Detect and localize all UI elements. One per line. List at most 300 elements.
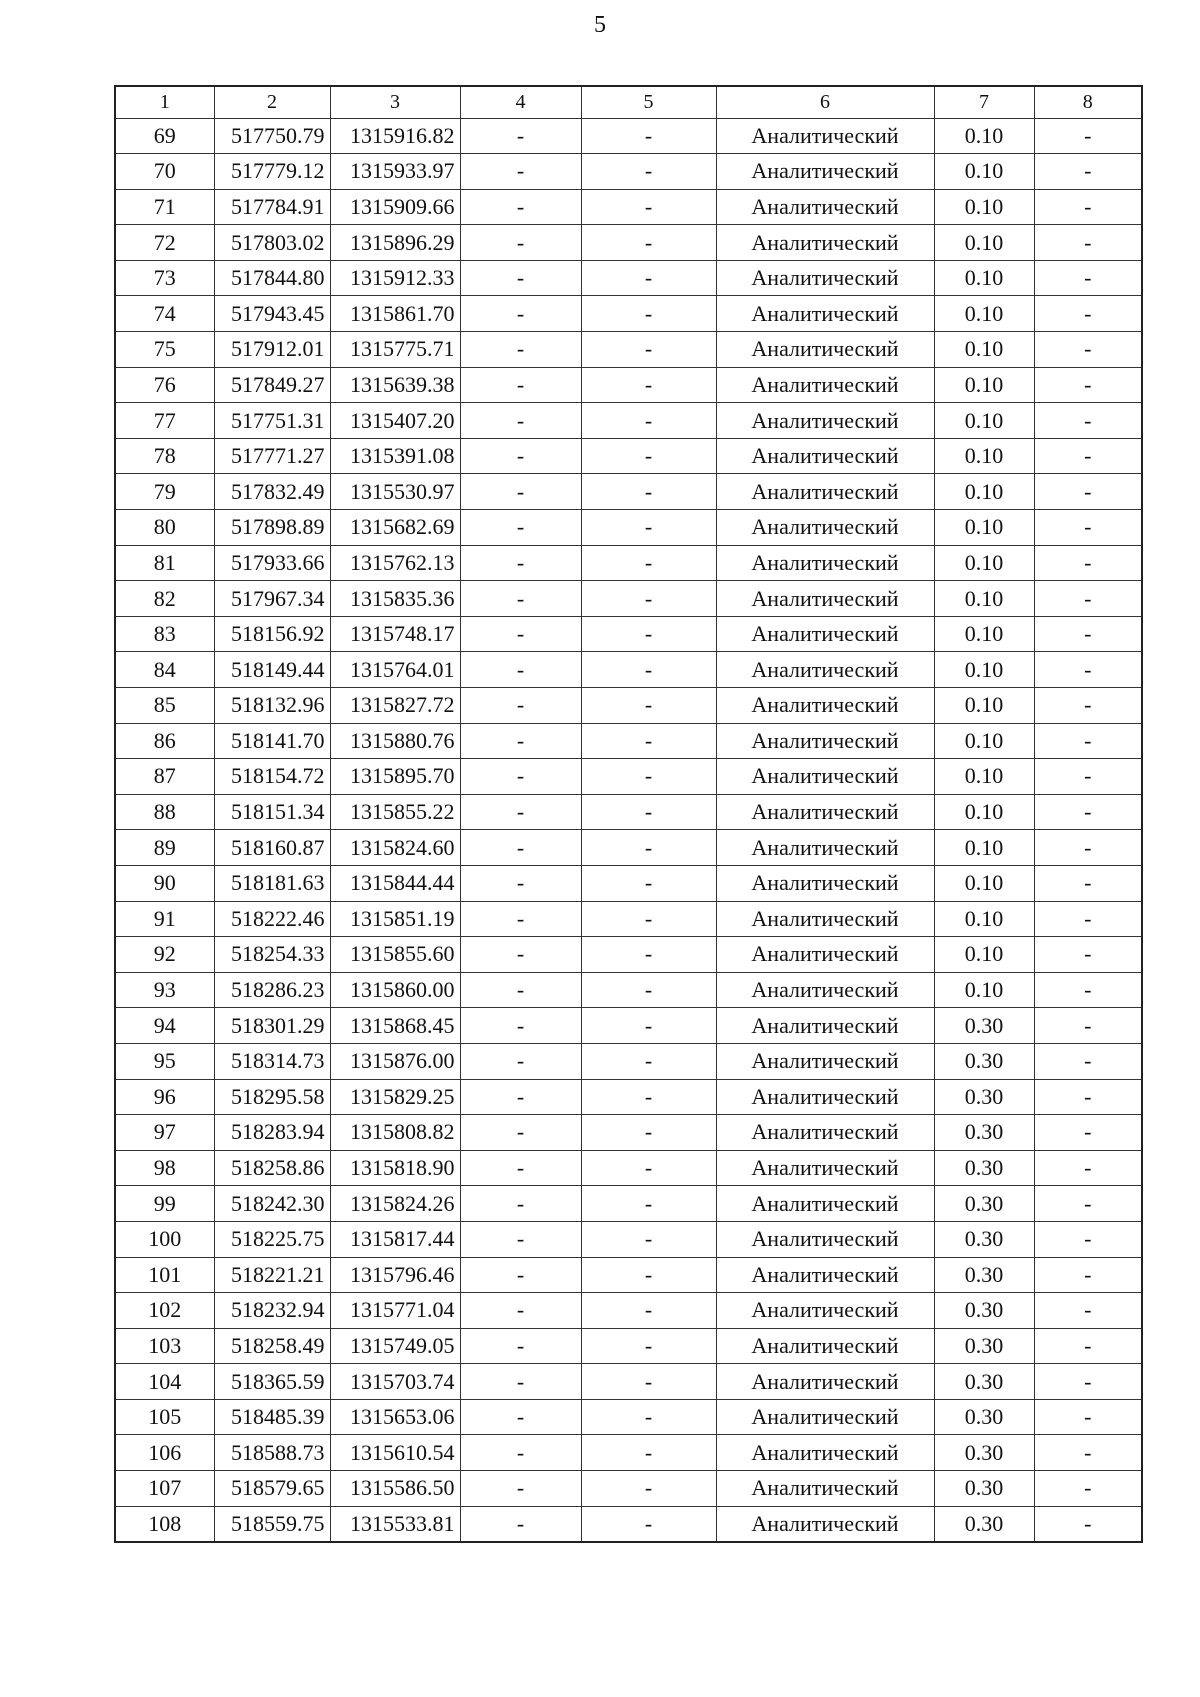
coord-y-cell: 1315639.38 [330,367,460,403]
coord-x-cell: 518160.87 [214,830,330,866]
coord-y-cell: 1315835.36 [330,581,460,617]
method-cell: Аналитический [716,688,934,724]
col-4-cell: - [460,1008,581,1044]
col-4-cell: - [460,723,581,759]
accuracy-cell: 0.10 [934,438,1034,474]
table-row [115,937,1142,973]
coord-x-cell: 518222.46 [214,901,330,937]
table-row [115,1043,1142,1079]
coord-x-cell: 517849.27 [214,367,330,403]
header-row [115,86,1142,118]
col-5-cell: - [581,438,716,474]
coord-y-cell: 1315775.71 [330,332,460,368]
col-4-cell: - [460,1043,581,1079]
coord-x-cell: 517943.45 [214,296,330,332]
coord-x-cell: 518149.44 [214,652,330,688]
col-5-cell: - [581,937,716,973]
col-4-cell: - [460,1115,581,1151]
coord-x-cell: 518258.49 [214,1328,330,1364]
accuracy-cell: 0.30 [934,1257,1034,1293]
coord-y-cell: 1315407.20 [330,403,460,439]
point-number-cell: 80 [115,510,214,546]
accuracy-cell: 0.30 [934,1150,1034,1186]
method-cell: Аналитический [716,154,934,190]
point-number-cell: 107 [115,1471,214,1507]
coord-y-cell: 1315808.82 [330,1115,460,1151]
table-row [115,118,1142,154]
method-cell: Аналитический [716,723,934,759]
method-cell: Аналитический [716,474,934,510]
col-4-cell: - [460,118,581,154]
method-cell: Аналитический [716,972,934,1008]
accuracy-cell: 0.10 [934,688,1034,724]
accuracy-cell: 0.30 [934,1293,1034,1329]
col-8-cell: - [1034,581,1142,617]
accuracy-cell: 0.10 [934,189,1034,225]
col-4-cell: - [460,1293,581,1329]
table-row [115,1257,1142,1293]
coord-y-cell: 1315748.17 [330,616,460,652]
point-number-cell: 105 [115,1399,214,1435]
col-4-cell: - [460,937,581,973]
coord-x-cell: 518232.94 [214,1293,330,1329]
col-8-cell: - [1034,1471,1142,1507]
col-8-cell: - [1034,1150,1142,1186]
method-cell: Аналитический [716,1471,934,1507]
col-8-cell: - [1034,1506,1142,1542]
col-4-cell: - [460,474,581,510]
method-cell: Аналитический [716,1399,934,1435]
column-header-5: 5 [581,86,716,118]
point-number-cell: 108 [115,1506,214,1542]
column-header-8: 8 [1034,86,1142,118]
col-4-cell: - [460,296,581,332]
point-number-cell: 70 [115,154,214,190]
table-row [115,759,1142,795]
method-cell: Аналитический [716,937,934,973]
accuracy-cell: 0.30 [934,1364,1034,1400]
col-8-cell: - [1034,1115,1142,1151]
col-5-cell: - [581,1506,716,1542]
table-row [115,830,1142,866]
method-cell: Аналитический [716,1150,934,1186]
table-row [115,972,1142,1008]
col-5-cell: - [581,1221,716,1257]
accuracy-cell: 0.10 [934,865,1034,901]
coord-y-cell: 1315851.19 [330,901,460,937]
method-cell: Аналитический [716,367,934,403]
accuracy-cell: 0.30 [934,1328,1034,1364]
coord-x-cell: 518154.72 [214,759,330,795]
col-8-cell: - [1034,332,1142,368]
col-8-cell: - [1034,1399,1142,1435]
col-5-cell: - [581,1399,716,1435]
accuracy-cell: 0.10 [934,723,1034,759]
coord-y-cell: 1315530.97 [330,474,460,510]
coord-y-cell: 1315909.66 [330,189,460,225]
col-5-cell: - [581,367,716,403]
table-row [115,901,1142,937]
col-8-cell: - [1034,830,1142,866]
accuracy-cell: 0.30 [934,1399,1034,1435]
method-cell: Аналитический [716,652,934,688]
point-number-cell: 82 [115,581,214,617]
table-row [115,189,1142,225]
col-5-cell: - [581,1328,716,1364]
table-row [115,1399,1142,1435]
point-number-cell: 85 [115,688,214,724]
point-number-cell: 92 [115,937,214,973]
col-4-cell: - [460,1399,581,1435]
coord-y-cell: 1315796.46 [330,1257,460,1293]
col-8-cell: - [1034,901,1142,937]
accuracy-cell: 0.10 [934,260,1034,296]
point-number-cell: 89 [115,830,214,866]
point-number-cell: 93 [115,972,214,1008]
coord-y-cell: 1315817.44 [330,1221,460,1257]
col-8-cell: - [1034,367,1142,403]
col-4-cell: - [460,865,581,901]
col-8-cell: - [1034,260,1142,296]
table-row [115,652,1142,688]
table-row [115,1008,1142,1044]
table-row [115,438,1142,474]
col-4-cell: - [460,794,581,830]
col-5-cell: - [581,1043,716,1079]
table-row [115,1471,1142,1507]
coord-x-cell: 518181.63 [214,865,330,901]
coord-y-cell: 1315896.29 [330,225,460,261]
col-5-cell: - [581,474,716,510]
col-8-cell: - [1034,403,1142,439]
coord-x-cell: 517784.91 [214,189,330,225]
coord-y-cell: 1315749.05 [330,1328,460,1364]
col-4-cell: - [460,581,581,617]
col-5-cell: - [581,154,716,190]
col-4-cell: - [460,154,581,190]
coord-x-cell: 518141.70 [214,723,330,759]
point-number-cell: 84 [115,652,214,688]
accuracy-cell: 0.10 [934,403,1034,439]
method-cell: Аналитический [716,1043,934,1079]
page-number: 5 [594,12,606,38]
coord-y-cell: 1315586.50 [330,1471,460,1507]
accuracy-cell: 0.10 [934,901,1034,937]
col-4-cell: - [460,616,581,652]
table-row [115,723,1142,759]
point-number-cell: 83 [115,616,214,652]
col-8-cell: - [1034,759,1142,795]
col-5-cell: - [581,865,716,901]
col-8-cell: - [1034,225,1142,261]
column-header-3: 3 [330,86,460,118]
accuracy-cell: 0.30 [934,1043,1034,1079]
table-row [115,1221,1142,1257]
accuracy-cell: 0.30 [934,1186,1034,1222]
col-5-cell: - [581,1008,716,1044]
col-4-cell: - [460,1150,581,1186]
point-number-cell: 91 [115,901,214,937]
coord-x-cell: 517844.80 [214,260,330,296]
coord-x-cell: 518225.75 [214,1221,330,1257]
method-cell: Аналитический [716,510,934,546]
col-4-cell: - [460,510,581,546]
col-5-cell: - [581,901,716,937]
col-5-cell: - [581,403,716,439]
table-row [115,1079,1142,1115]
coord-x-cell: 517771.27 [214,438,330,474]
coord-y-cell: 1315916.82 [330,118,460,154]
point-number-cell: 94 [115,1008,214,1044]
col-4-cell: - [460,189,581,225]
table-row [115,154,1142,190]
col-8-cell: - [1034,1257,1142,1293]
column-header-7: 7 [934,86,1034,118]
col-4-cell: - [460,332,581,368]
point-number-cell: 87 [115,759,214,795]
coord-y-cell: 1315703.74 [330,1364,460,1400]
point-number-cell: 99 [115,1186,214,1222]
col-4-cell: - [460,1364,581,1400]
table-row [115,1435,1142,1471]
point-number-cell: 71 [115,189,214,225]
col-4-cell: - [460,1186,581,1222]
coord-y-cell: 1315818.90 [330,1150,460,1186]
method-cell: Аналитический [716,260,934,296]
method-cell: Аналитический [716,1221,934,1257]
point-number-cell: 79 [115,474,214,510]
accuracy-cell: 0.30 [934,1471,1034,1507]
col-5-cell: - [581,510,716,546]
coord-y-cell: 1315933.97 [330,154,460,190]
point-number-cell: 72 [115,225,214,261]
col-5-cell: - [581,830,716,866]
col-8-cell: - [1034,652,1142,688]
col-5-cell: - [581,972,716,1008]
point-number-cell: 96 [115,1079,214,1115]
method-cell: Аналитический [716,901,934,937]
col-8-cell: - [1034,794,1142,830]
accuracy-cell: 0.30 [934,1115,1034,1151]
col-5-cell: - [581,616,716,652]
col-8-cell: - [1034,154,1142,190]
col-8-cell: - [1034,865,1142,901]
method-cell: Аналитический [716,189,934,225]
method-cell: Аналитический [716,438,934,474]
coord-y-cell: 1315391.08 [330,438,460,474]
column-header-6: 6 [716,86,934,118]
point-number-cell: 69 [115,118,214,154]
point-number-cell: 73 [115,260,214,296]
accuracy-cell: 0.10 [934,937,1034,973]
col-4-cell: - [460,759,581,795]
coord-x-cell: 518301.29 [214,1008,330,1044]
col-8-cell: - [1034,616,1142,652]
method-cell: Аналитический [716,1328,934,1364]
col-5-cell: - [581,260,716,296]
method-cell: Аналитический [716,794,934,830]
col-8-cell: - [1034,723,1142,759]
method-cell: Аналитический [716,332,934,368]
table-row [115,865,1142,901]
coord-y-cell: 1315912.33 [330,260,460,296]
coord-y-cell: 1315880.76 [330,723,460,759]
coord-y-cell: 1315855.22 [330,794,460,830]
col-5-cell: - [581,118,716,154]
point-number-cell: 86 [115,723,214,759]
table-row [115,1115,1142,1151]
coord-y-cell: 1315829.25 [330,1079,460,1115]
col-5-cell: - [581,759,716,795]
accuracy-cell: 0.10 [934,332,1034,368]
coord-x-cell: 518365.59 [214,1364,330,1400]
accuracy-cell: 0.10 [934,581,1034,617]
col-8-cell: - [1034,1043,1142,1079]
col-8-cell: - [1034,474,1142,510]
table-row [115,510,1142,546]
table-row [115,1364,1142,1400]
coord-x-cell: 517803.02 [214,225,330,261]
table-row [115,1506,1142,1542]
table-row [115,296,1142,332]
method-cell: Аналитический [716,1008,934,1044]
coord-y-cell: 1315868.45 [330,1008,460,1044]
col-4-cell: - [460,652,581,688]
col-4-cell: - [460,1471,581,1507]
table-row [115,1150,1142,1186]
col-8-cell: - [1034,510,1142,546]
point-number-cell: 106 [115,1435,214,1471]
point-number-cell: 101 [115,1257,214,1293]
point-number-cell: 88 [115,794,214,830]
coord-x-cell: 518579.65 [214,1471,330,1507]
col-4-cell: - [460,438,581,474]
col-5-cell: - [581,1115,716,1151]
point-number-cell: 98 [115,1150,214,1186]
accuracy-cell: 0.10 [934,225,1034,261]
coord-y-cell: 1315610.54 [330,1435,460,1471]
method-cell: Аналитический [716,1257,934,1293]
coord-x-cell: 518132.96 [214,688,330,724]
column-header-4: 4 [460,86,581,118]
method-cell: Аналитический [716,616,934,652]
point-number-cell: 90 [115,865,214,901]
method-cell: Аналитический [716,1435,934,1471]
col-4-cell: - [460,1257,581,1293]
coordinates-table [114,85,1143,1543]
coord-y-cell: 1315895.70 [330,759,460,795]
accuracy-cell: 0.10 [934,296,1034,332]
col-5-cell: - [581,1257,716,1293]
col-5-cell: - [581,794,716,830]
col-8-cell: - [1034,1293,1142,1329]
table-row [115,332,1142,368]
accuracy-cell: 0.10 [934,474,1034,510]
coord-x-cell: 517832.49 [214,474,330,510]
accuracy-cell: 0.10 [934,794,1034,830]
accuracy-cell: 0.10 [934,616,1034,652]
method-cell: Аналитический [716,830,934,866]
coord-x-cell: 518286.23 [214,972,330,1008]
coord-x-cell: 517779.12 [214,154,330,190]
col-5-cell: - [581,225,716,261]
col-4-cell: - [460,688,581,724]
method-cell: Аналитический [716,1364,934,1400]
accuracy-cell: 0.30 [934,1221,1034,1257]
point-number-cell: 102 [115,1293,214,1329]
method-cell: Аналитический [716,865,934,901]
col-5-cell: - [581,652,716,688]
col-8-cell: - [1034,189,1142,225]
coord-y-cell: 1315762.13 [330,545,460,581]
col-4-cell: - [460,1435,581,1471]
method-cell: Аналитический [716,759,934,795]
coord-x-cell: 518485.39 [214,1399,330,1435]
point-number-cell: 104 [115,1364,214,1400]
method-cell: Аналитический [716,581,934,617]
column-header-2: 2 [214,86,330,118]
table-row [115,1328,1142,1364]
coord-y-cell: 1315861.70 [330,296,460,332]
coord-x-cell: 518151.34 [214,794,330,830]
accuracy-cell: 0.10 [934,154,1034,190]
table-row [115,581,1142,617]
col-4-cell: - [460,1328,581,1364]
coord-y-cell: 1315682.69 [330,510,460,546]
method-cell: Аналитический [716,1506,934,1542]
point-number-cell: 100 [115,1221,214,1257]
col-5-cell: - [581,581,716,617]
col-4-cell: - [460,901,581,937]
col-5-cell: - [581,1471,716,1507]
col-4-cell: - [460,260,581,296]
col-4-cell: - [460,367,581,403]
col-8-cell: - [1034,937,1142,973]
col-8-cell: - [1034,296,1142,332]
method-cell: Аналитический [716,1293,934,1329]
col-5-cell: - [581,296,716,332]
col-8-cell: - [1034,1186,1142,1222]
col-8-cell: - [1034,438,1142,474]
point-number-cell: 75 [115,332,214,368]
coord-x-cell: 517898.89 [214,510,330,546]
table-row [115,367,1142,403]
accuracy-cell: 0.10 [934,652,1034,688]
coord-y-cell: 1315827.72 [330,688,460,724]
point-number-cell: 95 [115,1043,214,1079]
coord-x-cell: 518588.73 [214,1435,330,1471]
coord-x-cell: 517750.79 [214,118,330,154]
coord-x-cell: 518156.92 [214,616,330,652]
table-header [115,86,1142,118]
accuracy-cell: 0.10 [934,759,1034,795]
coord-y-cell: 1315860.00 [330,972,460,1008]
col-5-cell: - [581,1150,716,1186]
coord-y-cell: 1315855.60 [330,937,460,973]
accuracy-cell: 0.10 [934,510,1034,546]
col-4-cell: - [460,545,581,581]
column-header-1: 1 [115,86,214,118]
accuracy-cell: 0.30 [934,1079,1034,1115]
method-cell: Аналитический [716,1115,934,1151]
col-8-cell: - [1034,1364,1142,1400]
table-row [115,1293,1142,1329]
method-cell: Аналитический [716,545,934,581]
col-4-cell: - [460,830,581,866]
coord-x-cell: 518295.58 [214,1079,330,1115]
col-8-cell: - [1034,545,1142,581]
col-5-cell: - [581,1435,716,1471]
